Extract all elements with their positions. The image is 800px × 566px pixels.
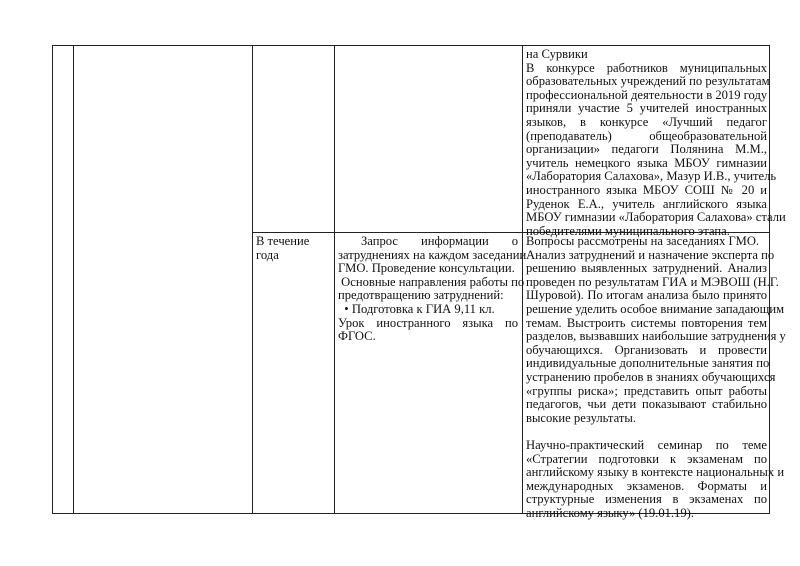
text-line: • Подготовка к ГИА 9,11 кл. <box>338 301 495 316</box>
text-line: затруднениях на каждом заседании <box>338 247 527 262</box>
text-line: Основные направления работы по <box>338 274 525 289</box>
text-line: учитель немецкого языка МБОУ гимназии <box>526 155 767 170</box>
text-line: В конкурсе работников муниципальных <box>526 60 767 75</box>
text-line: ФГОС. <box>338 329 376 344</box>
column-divider <box>252 46 253 513</box>
text-line: английскому языку» (19.01.19). <box>526 505 694 520</box>
text-line: «группы риска»; представить опыт работы <box>526 383 767 398</box>
text-line: профессиональной деятельности в 2019 году <box>526 87 768 102</box>
text-line: «Лаборатория Салахова», Мазур И.В., учитель <box>526 169 777 184</box>
text-line: индивидуальные дополнительные занятия по <box>526 356 770 371</box>
period-line: года <box>256 247 279 262</box>
text-line: языков, в конкурсе «Лучший педагог <box>526 114 767 129</box>
row2-results-cell <box>526 234 786 520</box>
text-line: «Стратегии подготовки к экзаменам по <box>526 451 767 466</box>
column-divider <box>73 46 74 513</box>
text-line: ГМО. Проведение консультации. <box>338 261 515 276</box>
text-line: Научно-практический семинар по теме <box>526 437 767 452</box>
period-line: В течение <box>256 234 310 248</box>
text-line: решению выявленных затруднений. Анализ <box>526 261 767 276</box>
text-line: на Сурвики <box>526 47 588 61</box>
column-divider <box>334 46 335 513</box>
text-line: обучающихся. Организовать и провести <box>526 342 767 357</box>
text-line: английскому языку в контексте национальных и <box>526 465 785 480</box>
text-line: высокие результаты. <box>526 410 636 425</box>
text-line: международных экзаменов. Форматы и <box>526 478 767 493</box>
text-line: решение уделить особое внимание западающим <box>526 301 785 316</box>
plan-table <box>52 45 786 520</box>
text-line: иностранного языка МБОУ СОШ № 20 и <box>526 182 767 197</box>
text-line: приняли участие 5 учителей иностранных <box>526 101 767 116</box>
text-line: педагогов, чьи дети показывают стабильно <box>526 397 767 412</box>
text-line: (преподаватель) общеобразовательной <box>526 128 767 143</box>
text-line: Анализ затруднений и назначение эксперта по <box>526 247 775 262</box>
row2-period-cell <box>256 235 331 262</box>
text-line: МБОУ гимназии «Лаборатория Салахова» стали <box>526 210 786 225</box>
text-line: Руденок Е.А., учитель английского языка <box>526 196 767 211</box>
text-line: организации» педагоги Полянина М.М., <box>526 142 767 157</box>
text-line: предотвращению затруднений: <box>338 288 504 303</box>
text-line: Запрос информации о <box>338 234 518 248</box>
text-line <box>526 425 767 439</box>
text-line: Урок иностранного языка по <box>338 315 518 330</box>
text-line: Вопросы рассмотрены на заседаниях ГМО. <box>526 234 760 248</box>
text-line: проведен по результатам ГИА и МЭВОШ (Н.Г. <box>526 274 779 289</box>
text-line: разделов, вызвавших наибольшие затруднения у <box>526 329 786 344</box>
row1-results-cell <box>526 47 786 238</box>
row2-actions-cell <box>338 234 527 344</box>
text-line: Шуровой). По итогам анализа было принято <box>526 288 767 303</box>
text-line: устранению пробелов в знаниях обучающихся <box>526 369 776 384</box>
text-line: структурные изменения в экзаменах по <box>526 492 767 507</box>
text-line: победителями муниципального этапа. <box>526 223 730 238</box>
text-line: образовательных учреждений по результатам <box>526 74 770 89</box>
text-line: темам. Выстроить системы повторения тем <box>526 315 767 330</box>
